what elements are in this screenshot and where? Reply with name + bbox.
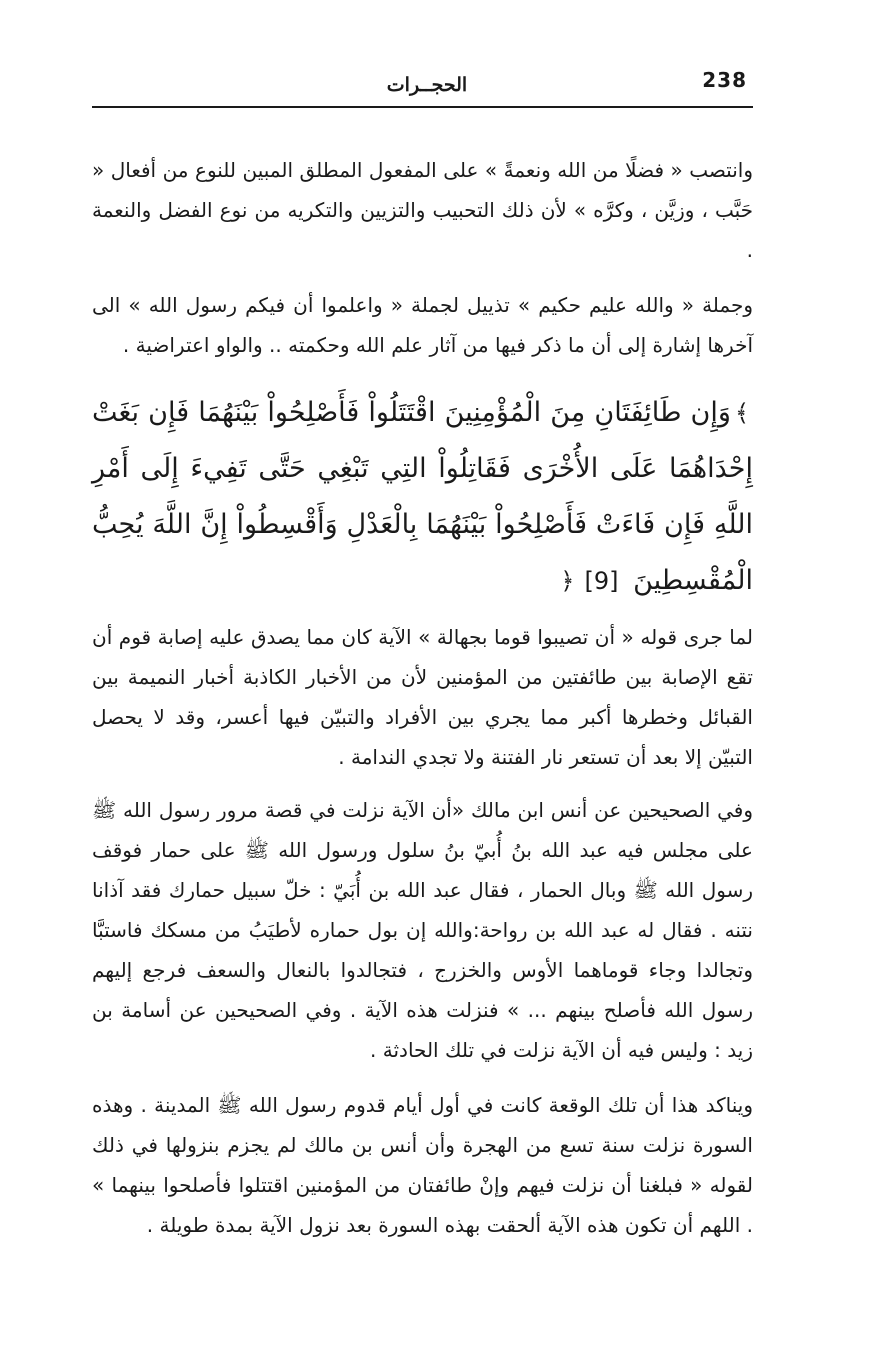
page-header [92,66,753,108]
paragraph-1 [92,150,753,270]
paragraph-text: وجملة « والله عليم حكيم » تذييل لجملة « واعلموا أن فيكم رسول الله » الى آخرها إشارة إلى أن ما ذكر فيها من آثار علم الله وحكمته .. والواو اعتراضية . [92,293,753,357]
ayah-number: [9] [584,567,619,595]
paragraph-4 [92,790,753,1070]
paragraph-text: لما جرى قوله « أن تصيبوا قوما بجهالة » الآية كان مما يصدق عليه إصابة قوم أن تقع الإصابة بين طائفتين من المؤمنين لأن من الأخبار الكاذبة أخبار النميمة بين القبائل وخطرها أكبر مما يجري بين الأفراد والتبيّن فيها أعسر، وقد لا يحصل التبيّن إلا بعد أن تستعر نار الفتنة ولا تجدي الندامة . [92,625,753,769]
paragraph-text: وانتصب « فضلًا من الله ونعمةً » على المفعول المطلق المبين للنوع من أفعال « حَبَّب ، وزيَّن ، وكرَّه » لأن ذلك التحبيب والتزيين والتكريه من نوع الفضل والنعمة . [92,158,753,262]
verse-close-ornament: ﴿ [560,567,575,595]
paragraph-2 [92,285,753,365]
paragraph-3 [92,617,753,777]
quran-verse-block [92,385,753,609]
verse-open-ornament: ﴾ [734,399,749,427]
paragraph-text: ويناكد هذا أن تلك الوقعة كانت في أول أيام قدوم رسول الله ﷺ المدينة . وهذه السورة نزلت سنة تسع من الهجرة وأن أنس بن مالك لم يجزم بنزولها في ذلك لقوله « فبلغنا أن نزلت فيهم وإنْ طائفتان من المؤمنين اقتتلوا فأصلحوا بينهما » . اللهم أن تكون هذه الآية ألحقت بهذه السورة بعد نزول الآية بمدة طويلة . [92,1093,753,1237]
paragraph-5 [92,1085,753,1245]
page-number: 238 [702,68,747,92]
quran-verse-text: وَإِن طَائِفَتَانِ مِنَ الْمُؤْمِنِينَ اقْتَتَلُواْ فَأَصْلِحُواْ بَيْنَهُمَا فَإِن بَغَتْ إِحْدَاهُمَا عَلَى الأُخْرَى فَقَاتِلُواْ التِي تَبْغِي حَتَّى تَفِيءَ إِلَى أَمْرِ اللَّهِ فَإِن فَاءَتْ فَأَصْلِحُواْ بَيْنَهُمَا بِالْعَدْلِ وَأَقْسِطُواْ إِنَّ اللَّهَ يُحِبُّ الْمُقْسِطِينَ [92,397,753,596]
running-title: الحجــرات [386,74,468,96]
paragraph-text: وفي الصحيحين عن أنس ابن مالك «أن الآية نزلت في قصة مرور رسول الله ﷺ على مجلس فيه عبد الله بنُ أُبيّ بنُ سلول ورسول الله ﷺ على حمار فوقف رسول الله ﷺ وبال الحمار ، فقال عبد الله بن أُبَيّ : خلّ سبيل حمارك فقد آذانا نتنه . فقال له عبد الله بن رواحة:والله إن بول حماره لأطيَبُ من مسكك فاستبَّا وتجالدا وجاء قوماهما الأوس والخزرج ، فتجالدوا بالنعال والسعف فرجع إليهم رسول الله فأصلح بينهم ... » فنزلت هذه الآية . وفي الصحيحين عن أسامة بن زيد : وليس فيه أن الآية نزلت في تلك الحادثة . [92,798,753,1062]
